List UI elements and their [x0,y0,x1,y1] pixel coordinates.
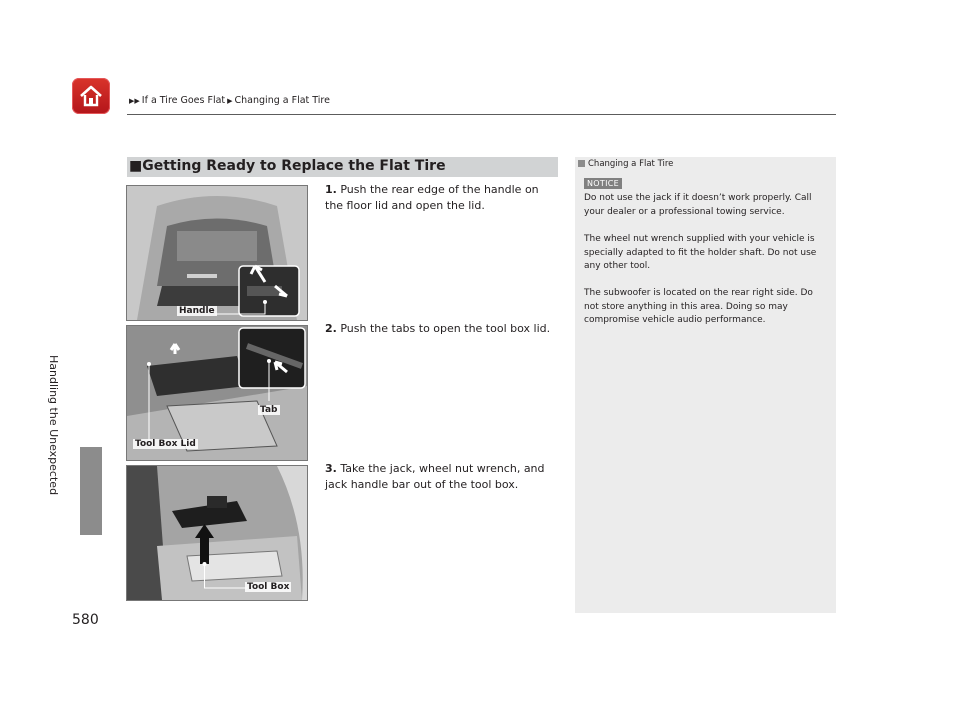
callout-tab: Tab [260,405,278,415]
note-heading-text: Changing a Flat Tire [588,159,674,169]
figure-tool-box-jack [126,465,308,601]
breadcrumb-item[interactable]: Changing a Flat Tire [234,95,330,106]
step-text: Take the jack, wheel nut wrench, and jack handle bar out of the tool box. [325,462,545,491]
section-title-text: Getting Ready to Replace the Flat Tire [142,158,446,174]
home-button[interactable] [72,78,110,114]
notice-badge: NOTICE [584,178,622,189]
note-heading[interactable] [578,159,673,169]
callout-tool-box-lid: Tool Box Lid [135,439,196,449]
chapter-label[interactable]: Handling the Unexpected [47,355,60,496]
step-text: Push the tabs to open the tool box lid. [340,322,551,335]
home-icon [78,83,104,109]
breadcrumb [127,95,330,106]
section-title [129,158,446,174]
note-reference-icon [578,160,585,167]
step-number: 3. [325,462,337,475]
step-2 [325,321,553,337]
note-paragraph: The wheel nut wrench supplied with your vehicle is specially adapted to fit the holder shaft. Do not use any other tool. [584,234,817,271]
figure-tool-box-lid-tabs [126,325,308,461]
callout-tool-box: Tool Box [247,582,290,592]
header-divider [127,114,836,115]
breadcrumb-item[interactable]: If a Tire Goes Flat [141,95,226,106]
page-number: 580 [72,612,99,628]
step-text: Push the rear edge of the handle on the floor lid and open the lid. [325,183,539,212]
trunk-illustration [127,186,307,320]
step-3 [325,461,553,493]
step-number: 1. [325,183,337,196]
section-marker-icon: ■ [129,158,143,174]
breadcrumb-arrow-icon: ▶▶ [129,97,140,105]
note-paragraph: The subwoofer is located on the rear right side. Do not store anything in this area. Doing so may compromise vehicle audio performance. [584,288,813,325]
figure-floor-lid-handle [126,185,308,321]
note-paragraph: Do not use the jack if it doesn’t work properly. Call your dealer or a professional towing service. [584,193,812,217]
chapter-marker [80,447,102,535]
callout-handle: Handle [179,306,215,316]
note-panel [575,157,836,613]
jack-tool-box-illustration [127,466,307,600]
step-1 [325,182,553,214]
breadcrumb-arrow-icon: ▶ [227,97,233,105]
step-number: 2. [325,322,337,335]
